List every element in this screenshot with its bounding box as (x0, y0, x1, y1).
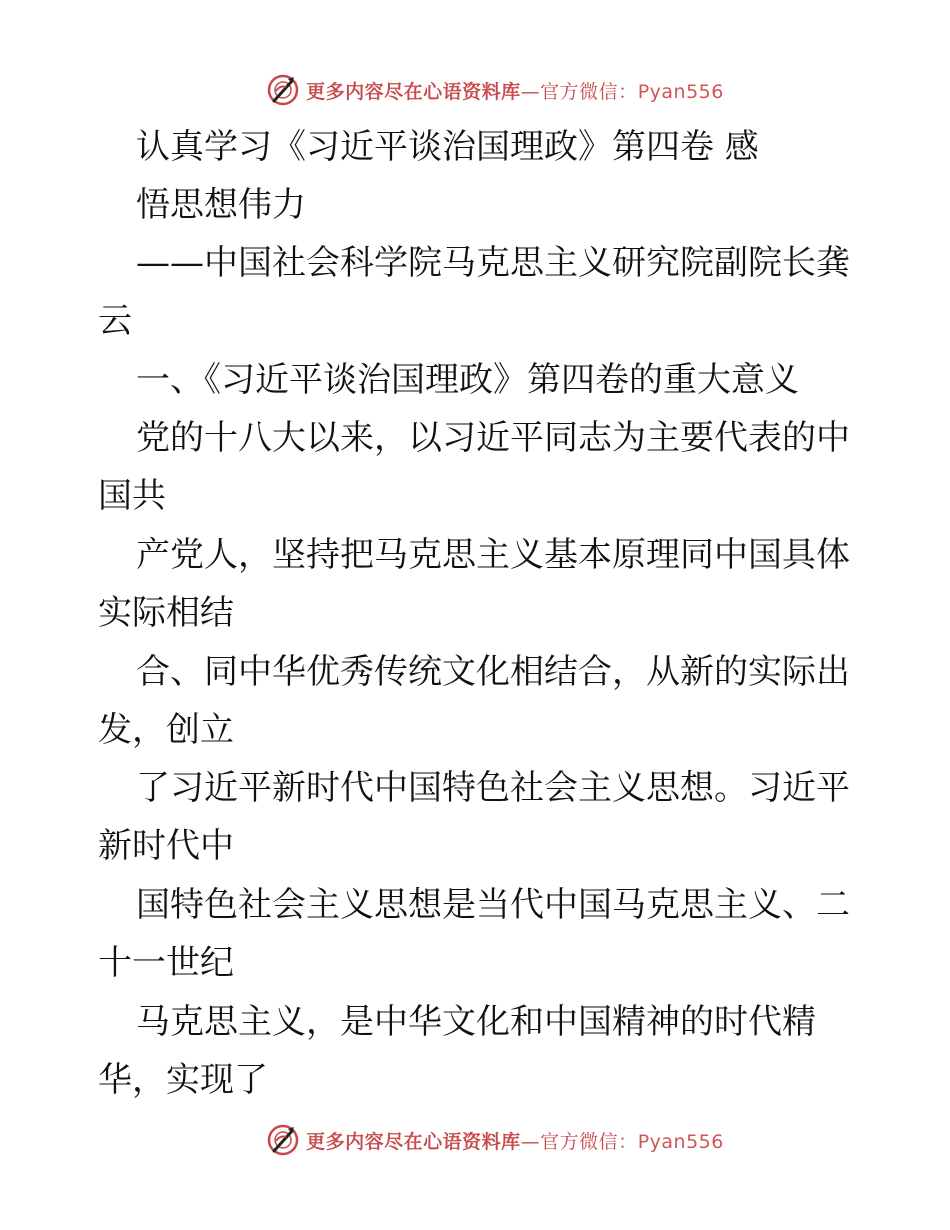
doc-paragraph-line: 实际相结 (98, 593, 234, 633)
xinyu-logo-icon (266, 73, 300, 107)
watermark-wechat-id: Pyan556 (637, 1130, 724, 1153)
doc-author-line-2: 云 (98, 301, 132, 341)
doc-paragraph-line: 国共 (98, 476, 166, 516)
doc-paragraph-line: 了习近平新时代中国特色社会主义思想。习近平 (136, 768, 850, 808)
watermark-wechat-label: 官方微信： (540, 1130, 638, 1153)
watermark-separator: — (520, 1130, 541, 1153)
watermark-banner-bottom (0, 1120, 950, 1160)
doc-author-line-1: ——中国社会科学院马克思主义研究院副院长龚 (136, 243, 850, 283)
watermark-site-name: 更多内容尽在心语资料库 (306, 1130, 521, 1153)
watermark-content (266, 1123, 724, 1157)
watermark-separator: — (520, 80, 541, 103)
watermark-text (306, 1127, 724, 1154)
doc-title-line-1: 认真学习《习近平谈治国理政》第四卷 感 (136, 127, 759, 167)
doc-paragraph-line: 产党人，坚持把马克思主义基本原理同中国具体 (136, 535, 850, 575)
doc-paragraph-line: 发，创立 (98, 710, 234, 750)
doc-title-line-2: 悟思想伟力 (136, 185, 306, 225)
doc-paragraph-line: 华，实现了 (98, 1060, 268, 1100)
doc-paragraph-line: 国特色社会主义思想是当代中国马克思主义、二 (136, 885, 850, 925)
watermark-site-name: 更多内容尽在心语资料库 (306, 80, 521, 103)
doc-paragraph-line: 新时代中 (98, 826, 234, 866)
doc-paragraph-line: 十一世纪 (98, 943, 234, 983)
doc-paragraph-line: 党的十八大以来，以习近平同志为主要代表的中 (136, 418, 850, 458)
watermark-wechat-id: Pyan556 (637, 80, 724, 103)
doc-paragraph-line: 合、同中华优秀传统文化相结合，从新的实际出 (136, 652, 850, 692)
doc-section-heading: 一、《习近平谈治国理政》第四卷的重大意义 (136, 360, 799, 400)
watermark-banner-top (0, 70, 950, 110)
doc-paragraph-line: 马克思主义，是中华文化和中国精神的时代精 (136, 1002, 816, 1042)
watermark-content (266, 73, 724, 107)
watermark-text (306, 77, 724, 104)
xinyu-logo-icon (266, 1123, 300, 1157)
watermark-wechat-label: 官方微信： (540, 80, 638, 103)
